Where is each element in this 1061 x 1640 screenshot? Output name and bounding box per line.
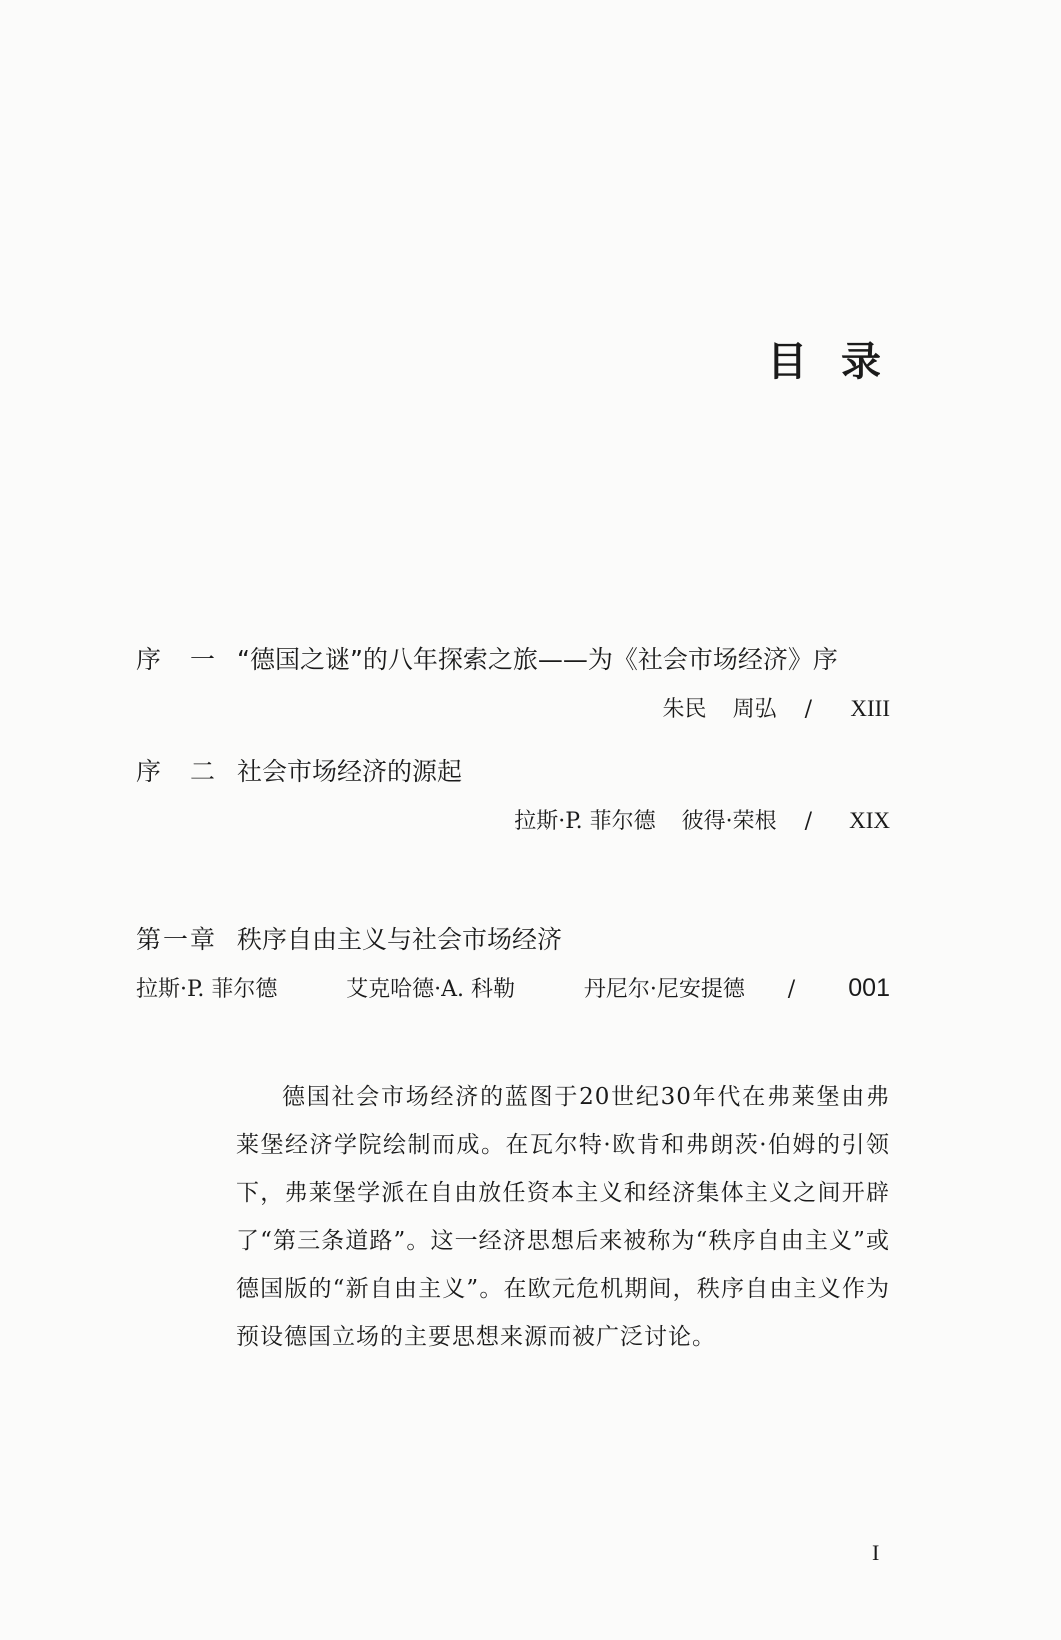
separator-slash: /: [787, 977, 796, 1002]
toc-entry-authors-line: [136, 692, 890, 723]
author: 朱民: [662, 697, 707, 722]
entry-label: 序 二: [136, 757, 218, 786]
author: 彼得·荣根: [681, 809, 777, 834]
author: 周弘: [732, 697, 777, 722]
toc-entry-title-line: [136, 640, 890, 676]
chapter-summary: 德国社会市场经济的蓝图于20世纪30年代在弗莱堡由弗莱堡经济学院绘制而成。在瓦尔特·欧肯和弗朗茨·伯姆的引领下，弗莱堡学派在自由放任资本主义和经济集体主义之间开辟了“第三条道路”。这一经济思想后来被称为“秩序自由主义”或德国版的“新自由主义”。在欧元危机期间，秩序自由主义作为预设德国立场的主要思想来源而被广泛讨论。: [236, 1084, 890, 1350]
toc-entry-authors-line: [136, 972, 890, 1003]
toc-entry-chapter-1: [136, 920, 890, 1003]
entry-label: 序 一: [136, 645, 218, 674]
page-number: 001: [848, 974, 890, 1002]
page-folio: I: [872, 1540, 880, 1565]
toc-entry-preface-1: [136, 640, 890, 723]
toc-entry-preface-2: [136, 752, 890, 835]
entry-label: 第一章: [136, 925, 218, 954]
toc-entry-title-line: [136, 920, 890, 956]
toc-entry-authors-line: [136, 804, 890, 835]
author: 艾克哈德·A. 科勒: [346, 977, 516, 1002]
author: 丹尼尔·尼安提德: [583, 977, 745, 1002]
toc-entry-title-line: [136, 752, 890, 788]
toc-title: 目 录: [767, 339, 891, 385]
separator-slash: /: [804, 809, 812, 834]
entry-title: “德国之谜”的八年探索之旅——为《社会市场经济》序: [237, 645, 838, 674]
page-number: XIX: [849, 808, 890, 833]
author: 拉斯·P. 菲尔德: [514, 809, 656, 834]
entry-title: 社会市场经济的源起: [237, 757, 463, 786]
entry-title: 秩序自由主义与社会市场经济: [237, 925, 563, 954]
separator-slash: /: [804, 697, 812, 722]
page-number: XIII: [850, 696, 890, 721]
author: 拉斯·P. 菲尔德: [136, 977, 278, 1002]
